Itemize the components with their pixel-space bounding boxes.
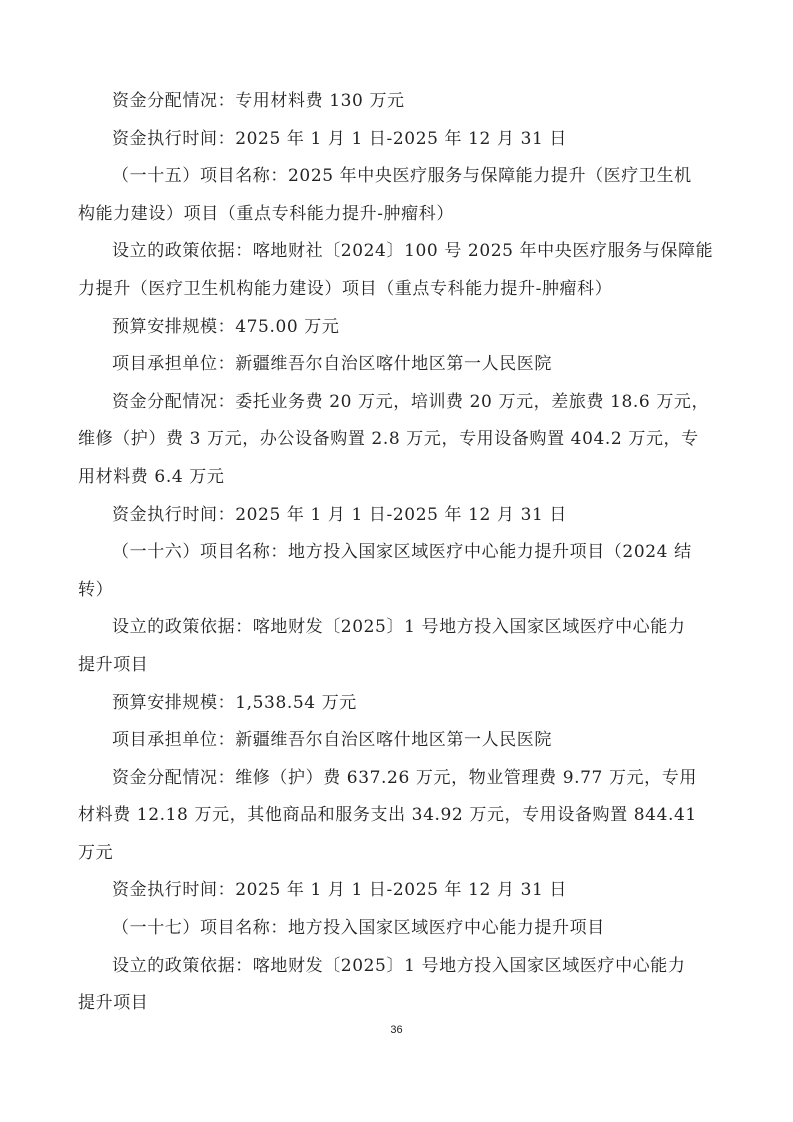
text-line: 设立的政策依据：喀地财发〔2025〕1 号地方投入国家区域医疗中心能力 <box>112 955 686 976</box>
text-line: 预算安排规模：475.00 万元 <box>112 316 340 337</box>
text-line: 预算安排规模：1,538.54 万元 <box>112 692 357 713</box>
text-line: 提升项目 <box>78 654 149 675</box>
text-line: 资金执行时间：2025 年 1 月 1 日-2025 年 12 月 31 日 <box>112 128 568 149</box>
text-line: 用材料费 6.4 万元 <box>78 466 225 487</box>
section-heading-16: （一十六）项目名称：地方投入国家区域医疗中心能力提升项目（2024 结 <box>112 542 692 563</box>
text-line: 资金分配情况：委托业务费 20 万元，培训费 20 万元，差旅费 18.6 万元， <box>112 391 710 412</box>
text-line: 力提升（医疗卫生机构能力建设）项目（重点专科能力提升-肿瘤科） <box>78 278 613 299</box>
text-line: 维修（护）费 3 万元，办公设备购置 2.8 万元，专用设备购置 404.2 万元，专 <box>78 429 699 450</box>
text-line: 设立的政策依据：喀地财发〔2025〕1 号地方投入国家区域医疗中心能力 <box>112 617 686 638</box>
text-line: 资金分配情况：专用材料费 130 万元 <box>112 91 405 111</box>
text-line: 构能力建设）项目（重点专科能力提升-肿瘤科） <box>78 203 454 224</box>
text-line: 项目承担单位：新疆维吾尔自治区喀什地区第一人民医院 <box>112 354 552 375</box>
text-line: 设立的政策依据：喀地财社〔2024〕100 号 2025 年中央医疗服务与保障能 <box>112 241 714 262</box>
text-line: 项目承担单位：新疆维吾尔自治区喀什地区第一人民医院 <box>112 730 552 751</box>
text-line: 万元 <box>78 842 114 863</box>
section-heading-17: （一十七）项目名称：地方投入国家区域医疗中心能力提升项目 <box>112 918 605 939</box>
section-heading-15: （一十五）项目名称：2025 年中央医疗服务与保障能力提升（医疗卫生机 <box>112 166 692 187</box>
text-line: 材料费 12.18 万元，其他商品和服务支出 34.92 万元，专用设备购置 844.41 <box>78 805 697 826</box>
text-line: 提升项目 <box>78 993 149 1014</box>
text-line: 资金分配情况：维修（护）费 637.26 万元，物业管理费 9.77 万元，专用 <box>112 767 697 788</box>
text-line: 资金执行时间：2025 年 1 月 1 日-2025 年 12 月 31 日 <box>112 880 568 901</box>
document-body <box>78 83 718 1023</box>
text-line: 转） <box>78 579 114 600</box>
page-number: 36 <box>390 1024 403 1036</box>
text-line: 资金执行时间：2025 年 1 月 1 日-2025 年 12 月 31 日 <box>112 504 568 525</box>
